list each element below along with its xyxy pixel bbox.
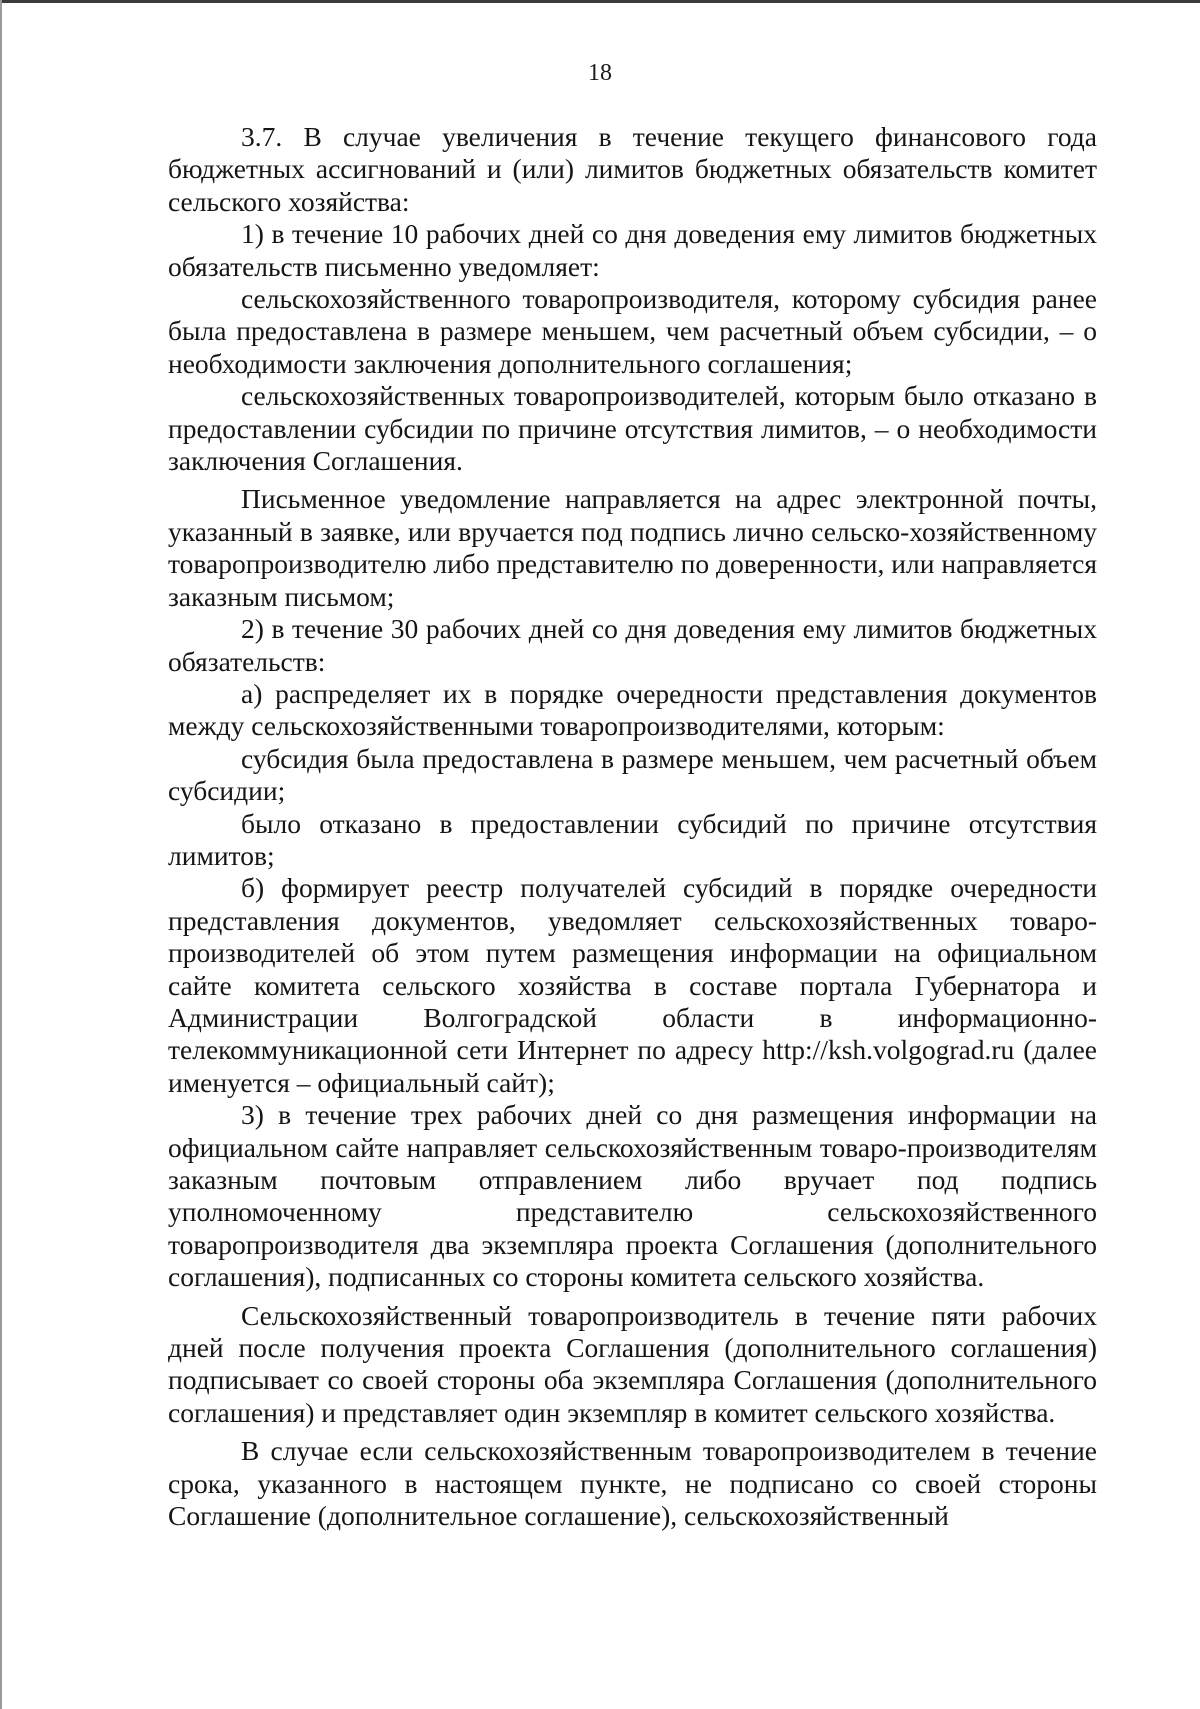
paragraph-notify-refused: сельскохозяйственных товаропроизводителей, которым было отказано в предоставлении субсидии по причине отсутствия лимитов, – о необходимости заключения Соглашения. (168, 380, 1097, 477)
document-body (168, 121, 1097, 1532)
paragraph-item-2b: б) формирует реестр получателей субсидий в порядке очередности представления документов, уведомляет сельскохозяйственных товаро-производителей об этом путем размещения информации на официальном сайте комитета сельского хозяйства в составе портала Губернатора и Администрации Волгоградской области в информационно-телекоммуникационной сети Интернет по адресу http://ksh.volgograd.ru (далее именуется – официальный сайт); (168, 872, 1097, 1098)
page-number: 18 (588, 60, 612, 86)
scan-top-edge (0, 0, 1200, 3)
paragraph-subsidy-less: субсидия была предоставлена в размере меньшем, чем расчетный объем субсидии; (168, 742, 1097, 807)
paragraph-item-3: 3) в течение трех рабочих дней со дня размещения информации на официальном сайте направляет сельскохозяйственным товаро-производителям заказным почтовым отправлением либо вручает под подпись уполномоченному представителю сельскохозяйственного товаропроизводителя два экземпляра проекта Соглашения (дополнительного соглашения), подписанных со стороны комитета сельского хозяйства. (168, 1099, 1097, 1293)
paragraph-notify-producer: сельскохозяйственного товаропроизводителя, которому субсидия ранее была предоставлена в размере меньшем, чем расчетный объем субсидии, – о необходимости заключения дополнительного соглашения; (168, 283, 1097, 379)
paragraph-written-notice: Письменное уведомление направляется на адрес электронной почты, указанный в заявке, или вручается под подпись лично сельско-хозяйственному товаропроизводителю либо представителю по доверенности, или направляется заказным письмом; (168, 483, 1097, 612)
paragraph-if-not-signed: В случае если сельскохозяйственным товаропроизводителем в течение срока, указанного в настоящем пункте, не подписано со своей стороны Соглашение (дополнительное соглашение), сельскохозяйственный (168, 1435, 1097, 1532)
paragraph-producer-signs: Сельскохозяйственный товаропроизводитель в течение пяти рабочих дней после получения проекта Соглашения (дополнительного соглашения) подписывает со своей стороны оба экземпляра Соглашения (дополнительного соглашения) и представляет один экземпляр в комитет сельского хозяйства. (168, 1299, 1097, 1428)
paragraph-3-7-intro: 3.7. В случае увеличения в течение текущего финансового года бюджетных ассигнований и (или) лимитов бюджетных обязательств комитет сельского хозяйства: (168, 121, 1097, 217)
paragraph-refused-limits: было отказано в предоставлении субсидий по причине отсутствия лимитов; (168, 807, 1097, 871)
paragraph-item-2: 2) в течение 30 рабочих дней со дня доведения ему лимитов бюджетных обязательств: (168, 613, 1097, 677)
scan-left-edge (0, 0, 2, 1709)
paragraph-item-1: 1) в течение 10 рабочих дней со дня доведения ему лимитов бюджетных обязательств письменно уведомляет: (168, 218, 1097, 282)
paragraph-item-2a: а) распределяет их в порядке очередности представления документов между сельскохозяйственными товаропроизводителями, которым: (168, 677, 1097, 742)
